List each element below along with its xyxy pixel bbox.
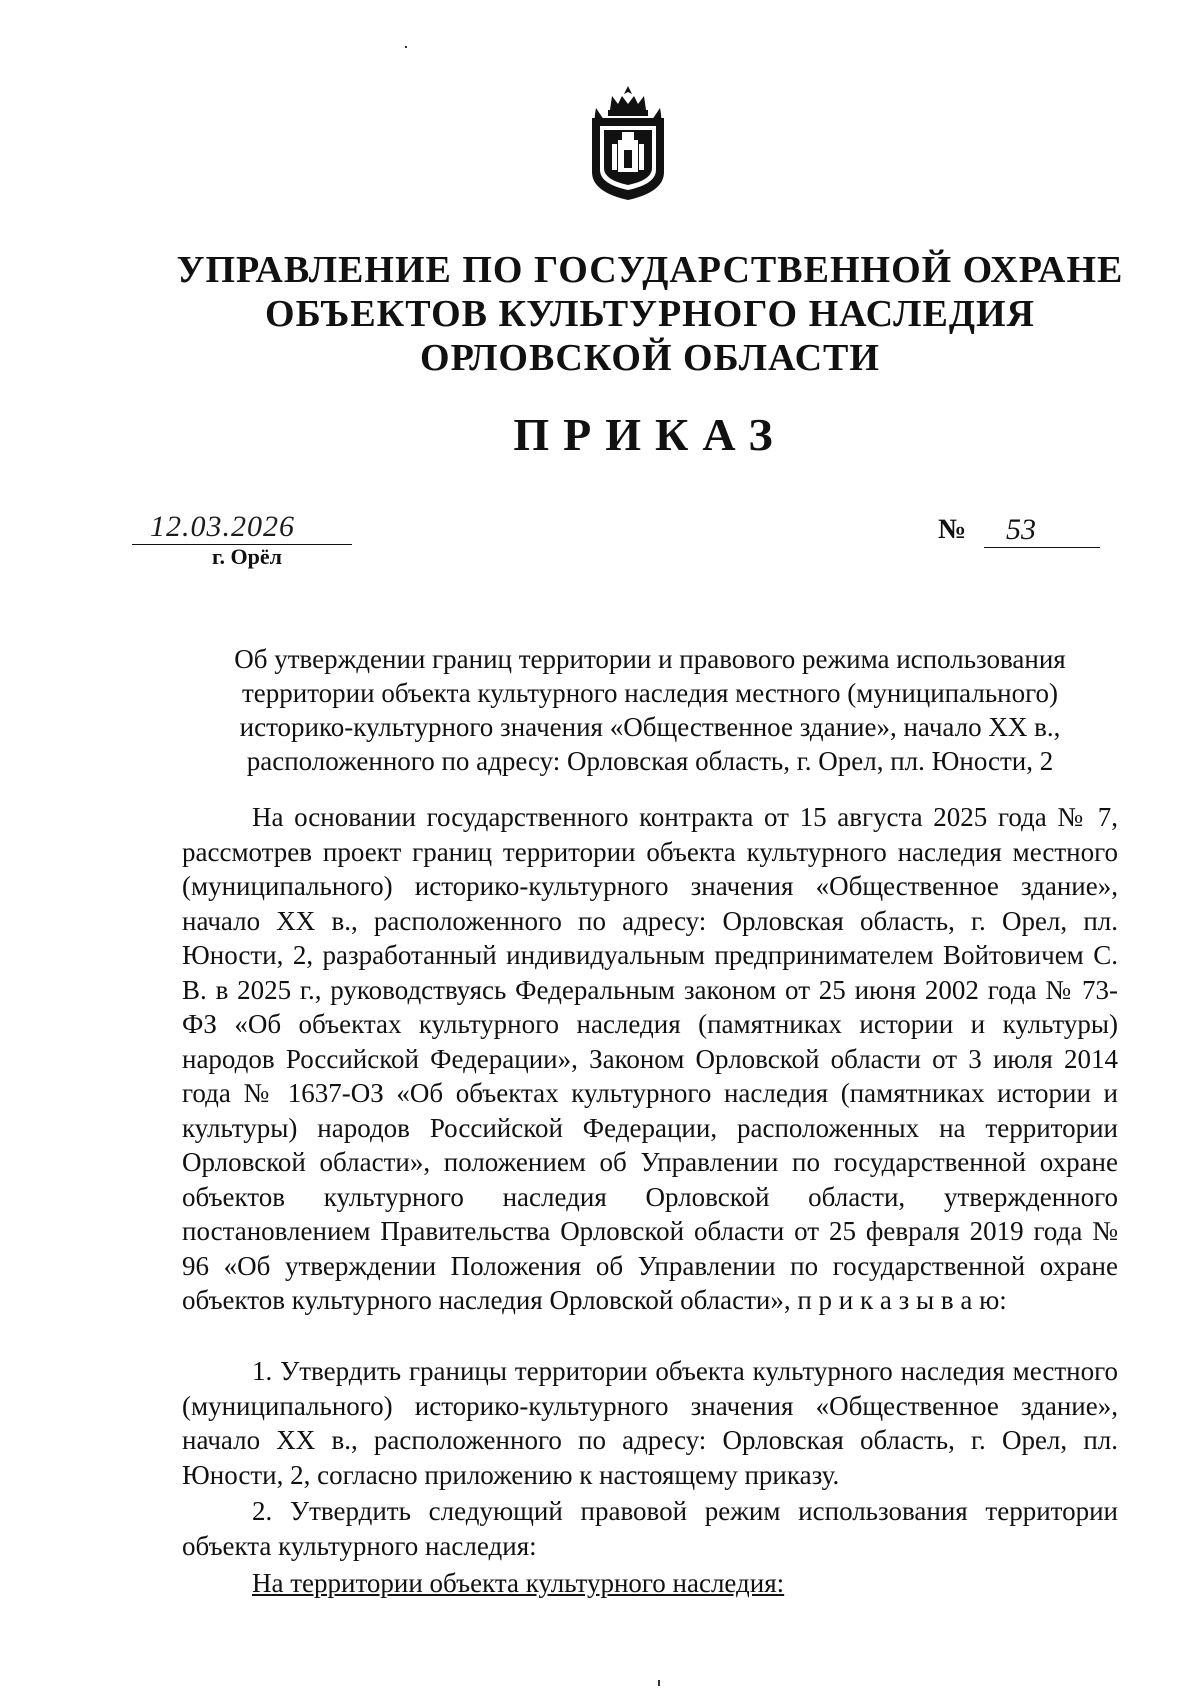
agency-line: УПРАВЛЕНИЕ ПО ГОСУДАРСТВЕННОЙ ОХРАНЕ (176, 249, 1124, 291)
subject-line: территории объекта культурного наследия местного (муниципального) (242, 678, 1058, 708)
date-block (132, 510, 360, 569)
subject-line: историко-культурного значения «Общественное здание», начало XX в., (239, 712, 1061, 742)
preamble-paragraph: На основании государственного контракта от 15 августа 2025 года № 7, рассмотрев проект границ территории объекта культурного наследия местного (муниципального) историко-культурного значения «Общественное здание», начало XX в., расположенного по адресу: Орловская область, г. Орел, пл. Юности, 2, разработанный индивидуальным предпринимателем Войтовичем С. В. в 2025 г., руководствуясь Федеральным законом от 25 июня 2002 года № 73-ФЗ «Об объектах культурного наследия (памятниках истории и культуры) народов Российской Федерации», Законом Орловской области от 3 июля 2014 года № 1637-ОЗ «Об объектах культурного наследия (памятниках истории и культуры) народов Российской Федерации, расположенных на территории Орловской области», положением об Управлении по государственной охране объектов культурного наследия Орловской области, утвержденного постановлением Правительства Орловской области от 25 февраля 2019 года № 96 «Об утверждении Положения об Управлении по государственной охране объектов культурного наследия Орловской области», п р и к а з ы в а ю: (182, 802, 1118, 1315)
document-type: ПРИКАЗ (513, 409, 787, 460)
subject-line: Об утверждении границ территории и правового режима использования (234, 644, 1066, 674)
number-line (984, 513, 1100, 548)
scan-speck (405, 46, 407, 48)
city: г. Орёл (212, 544, 282, 569)
date-line (132, 510, 352, 545)
coat-of-arms-icon (582, 84, 674, 202)
handwritten-date: 12.03.2026 (150, 510, 295, 543)
agency-line: ОБЪЕКТОВ КУЛЬТУРНОГО НАСЛЕДИЯ (265, 293, 1035, 335)
scan-speck (658, 1680, 660, 1686)
subheading-row (182, 1566, 1118, 1601)
handwritten-number: 53 (1006, 513, 1036, 546)
agency-line: ОРЛОВСКОЙ ОБЛАСТИ (420, 337, 880, 379)
subject-title (182, 642, 1118, 778)
agency-name (150, 248, 1150, 380)
number-label: № (938, 514, 967, 545)
subject-line: расположенного по адресу: Орловская область, г. Орел, пл. Юности, 2 (246, 746, 1054, 776)
subheading: На территории объекта культурного наследия: (252, 1568, 785, 1598)
item-1-paragraph: 1. Утвердить границы территории объекта культурного наследия местного (муниципального) историко-культурного значения «Общественное здание», начало XX в., расположенного по адресу: Орловская область, г. Орел, пл. Юности, 2, согласно приложению к настоящему приказу. (182, 1356, 1118, 1490)
item-2-paragraph: 2. Утвердить следующий правовой режим использования территории объекта культурного наследия: (182, 1496, 1118, 1561)
number-block (938, 512, 1098, 548)
